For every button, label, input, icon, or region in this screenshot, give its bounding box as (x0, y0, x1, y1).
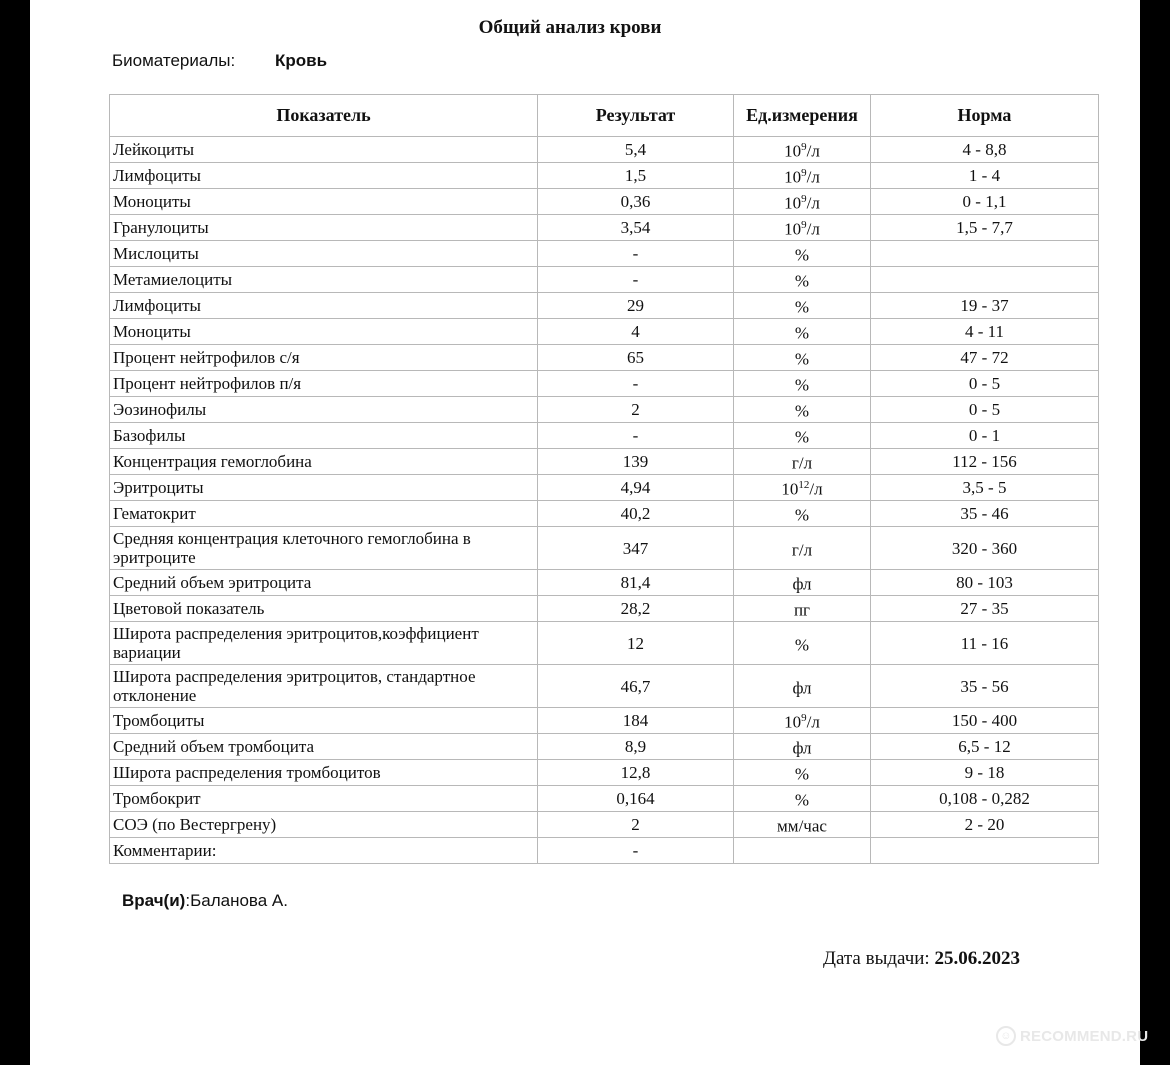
unit-cell (734, 423, 871, 449)
unit-cell (734, 449, 871, 475)
table-row (110, 215, 1099, 241)
unit-base: % (794, 245, 810, 265)
table-body (110, 137, 1099, 864)
unit-base: % (794, 375, 810, 395)
table-row (110, 267, 1099, 293)
norm-range: 0 - 1,1 (871, 189, 1099, 215)
norm-range (871, 267, 1099, 293)
result-value: 40,2 (538, 501, 734, 527)
norm-range: 4 - 11 (871, 319, 1099, 345)
indicator-name: Метамиелоциты (110, 267, 538, 293)
result-value: 1,5 (538, 163, 734, 189)
unit-base: пг (793, 600, 811, 620)
header-unit: Ед.измерения (734, 95, 871, 137)
result-value: 65 (538, 345, 734, 371)
result-value: - (538, 838, 734, 864)
unit-base: 10 (784, 712, 802, 732)
result-value: 4 (538, 319, 734, 345)
result-value: 29 (538, 293, 734, 319)
indicator-name: Широта распределения эритроцитов,коэффициент вариации (110, 622, 538, 665)
unit-exponent: 9 (801, 193, 807, 206)
indicator-name: Цветовой показатель (110, 596, 538, 622)
norm-range (871, 838, 1099, 864)
result-value: 4,94 (538, 475, 734, 501)
unit-tail: /л (806, 141, 820, 161)
unit-base: % (794, 349, 810, 369)
table-row (110, 596, 1099, 622)
unit-base: 10 (784, 141, 802, 161)
unit-base: % (794, 297, 810, 317)
result-value: 0,36 (538, 189, 734, 215)
unit-tail: /л (809, 479, 823, 499)
unit-cell (734, 665, 871, 708)
indicator-name: Широта распределения эритроцитов, стандартное отклонение (110, 665, 538, 708)
result-value: - (538, 241, 734, 267)
norm-range: 35 - 46 (871, 501, 1099, 527)
biomaterial-label: Биоматериалы: (112, 51, 236, 70)
result-value: 5,4 (538, 137, 734, 163)
unit-cell (734, 596, 871, 622)
indicator-name: Средний объем тромбоцита (110, 734, 538, 760)
indicator-name: Гранулоциты (110, 215, 538, 241)
indicator-name: Комментарии: (110, 838, 538, 864)
table-row (110, 838, 1099, 864)
unit-base: % (794, 764, 810, 784)
norm-range: 150 - 400 (871, 708, 1099, 734)
indicator-name: Моноциты (110, 319, 538, 345)
table-row (110, 319, 1099, 345)
norm-range: 6,5 - 12 (871, 734, 1099, 760)
unit-cell (734, 760, 871, 786)
biomaterial-line (112, 51, 327, 71)
unit-cell (734, 708, 871, 734)
indicator-name: Процент нейтрофилов с/я (110, 345, 538, 371)
norm-range: 2 - 20 (871, 812, 1099, 838)
document-title: Общий анализ крови (478, 17, 662, 38)
table-row (110, 812, 1099, 838)
unit-cell (734, 137, 871, 163)
unit-cell (734, 189, 871, 215)
unit-tail: /л (806, 219, 820, 239)
table-row (110, 163, 1099, 189)
unit-base: г/л (791, 540, 813, 560)
norm-range: 0 - 1 (871, 423, 1099, 449)
watermark-text: RECOMMEND.RU (1020, 1027, 1149, 1045)
table-row (110, 527, 1099, 570)
doctor-line (122, 891, 288, 911)
indicator-name: Средний объем эритроцита (110, 570, 538, 596)
unit-cell (734, 163, 871, 189)
unit-cell (734, 267, 871, 293)
unit-base: % (794, 635, 810, 655)
result-value: 139 (538, 449, 734, 475)
unit-cell (734, 838, 871, 864)
indicator-name: Эритроциты (110, 475, 538, 501)
result-value: 81,4 (538, 570, 734, 596)
issue-date-label: Дата выдачи: (823, 948, 930, 969)
unit-cell (734, 527, 871, 570)
unit-base: % (794, 271, 810, 291)
result-value: 28,2 (538, 596, 734, 622)
unit-cell (734, 371, 871, 397)
table-row (110, 345, 1099, 371)
unit-exponent: 9 (801, 219, 807, 232)
table-row (110, 241, 1099, 267)
unit-cell (734, 215, 871, 241)
result-value: 8,9 (538, 734, 734, 760)
unit-exponent: 9 (801, 141, 807, 154)
indicator-name: Средняя концентрация клеточного гемоглобина в эритроците (110, 527, 538, 570)
norm-range: 19 - 37 (871, 293, 1099, 319)
header-indicator: Показатель (110, 95, 538, 137)
result-value: - (538, 267, 734, 293)
indicator-name: Моноциты (110, 189, 538, 215)
unit-cell (734, 734, 871, 760)
norm-range: 4 - 8,8 (871, 137, 1099, 163)
unit-cell (734, 293, 871, 319)
table-row (110, 622, 1099, 665)
norm-range: 3,5 - 5 (871, 475, 1099, 501)
norm-range: 9 - 18 (871, 760, 1099, 786)
unit-base: г/л (791, 453, 813, 473)
unit-base: 10 (784, 193, 802, 213)
result-value: 2 (538, 397, 734, 423)
unit-tail: /л (806, 712, 820, 732)
unit-base: % (794, 401, 810, 421)
norm-range: 112 - 156 (871, 449, 1099, 475)
norm-range: 11 - 16 (871, 622, 1099, 665)
table-row (110, 423, 1099, 449)
table-row (110, 449, 1099, 475)
unit-cell (734, 397, 871, 423)
table-row (110, 189, 1099, 215)
unit-cell (734, 786, 871, 812)
indicator-name: Мислоциты (110, 241, 538, 267)
unit-base: % (794, 323, 810, 343)
norm-range: 1,5 - 7,7 (871, 215, 1099, 241)
unit-base: % (794, 427, 810, 447)
unit-cell (734, 622, 871, 665)
result-value: 46,7 (538, 665, 734, 708)
doctor-name: Баланова А. (190, 891, 288, 910)
indicator-name: Широта распределения тромбоцитов (110, 760, 538, 786)
norm-range: 0 - 5 (871, 371, 1099, 397)
recommend-logo-icon: ☺ (996, 1026, 1016, 1046)
unit-cell (734, 501, 871, 527)
norm-range: 1 - 4 (871, 163, 1099, 189)
result-value: 3,54 (538, 215, 734, 241)
table-header-row (110, 95, 1099, 137)
unit-cell (734, 345, 871, 371)
table-row (110, 397, 1099, 423)
unit-base: фл (792, 678, 812, 698)
unit-tail: /л (806, 193, 820, 213)
indicator-name: Концентрация гемоглобина (110, 449, 538, 475)
norm-range: 80 - 103 (871, 570, 1099, 596)
doctor-separator: : (185, 891, 191, 910)
norm-range: 47 - 72 (871, 345, 1099, 371)
unit-cell (734, 475, 871, 501)
watermark (996, 1026, 1148, 1046)
indicator-name: Тромбоциты (110, 708, 538, 734)
result-value: - (538, 371, 734, 397)
result-value: 12 (538, 622, 734, 665)
table-row (110, 501, 1099, 527)
indicator-name: Эозинофилы (110, 397, 538, 423)
indicator-name: Гематокрит (110, 501, 538, 527)
norm-range: 0,108 - 0,282 (871, 786, 1099, 812)
unit-base: 10 (781, 479, 799, 499)
unit-base: 10 (784, 167, 802, 187)
norm-range (871, 241, 1099, 267)
table-row (110, 760, 1099, 786)
unit-base: % (794, 505, 810, 525)
indicator-name: Тромбокрит (110, 786, 538, 812)
result-value: 0,164 (538, 786, 734, 812)
norm-range: 0 - 5 (871, 397, 1099, 423)
header-result: Результат (538, 95, 734, 137)
unit-cell (734, 241, 871, 267)
header-norm: Норма (871, 95, 1099, 137)
table-row (110, 665, 1099, 708)
unit-cell (734, 812, 871, 838)
issue-date-line (823, 948, 1020, 970)
indicator-name: Лейкоциты (110, 137, 538, 163)
unit-base: фл (792, 738, 812, 758)
result-value: 184 (538, 708, 734, 734)
result-value: 2 (538, 812, 734, 838)
unit-exponent: 9 (801, 167, 807, 180)
table-row (110, 734, 1099, 760)
norm-range: 320 - 360 (871, 527, 1099, 570)
unit-exponent: 9 (801, 712, 807, 725)
biomaterial-value: Кровь (275, 51, 328, 70)
table-row (110, 371, 1099, 397)
norm-range: 35 - 56 (871, 665, 1099, 708)
table-row (110, 137, 1099, 163)
table-row (110, 293, 1099, 319)
unit-base: фл (792, 574, 812, 594)
unit-cell (734, 319, 871, 345)
result-value: 12,8 (538, 760, 734, 786)
unit-tail: /л (806, 167, 820, 187)
unit-base: 10 (784, 219, 802, 239)
indicator-name: СОЭ (по Вестергрену) (110, 812, 538, 838)
norm-range: 27 - 35 (871, 596, 1099, 622)
table-row (110, 786, 1099, 812)
result-value: 347 (538, 527, 734, 570)
indicator-name: Базофилы (110, 423, 538, 449)
table-row (110, 708, 1099, 734)
results-table (109, 94, 1099, 864)
table-row (110, 570, 1099, 596)
issue-date-value: 25.06.2023 (934, 948, 1020, 969)
doctor-label: Врач(и) (122, 891, 186, 910)
result-value: - (538, 423, 734, 449)
indicator-name: Лимфоциты (110, 163, 538, 189)
unit-exponent: 12 (798, 479, 810, 492)
indicator-name: Лимфоциты (110, 293, 538, 319)
indicator-name: Процент нейтрофилов п/я (110, 371, 538, 397)
unit-base: мм/час (777, 816, 827, 836)
unit-base: % (794, 790, 810, 810)
table-row (110, 475, 1099, 501)
unit-cell (734, 570, 871, 596)
